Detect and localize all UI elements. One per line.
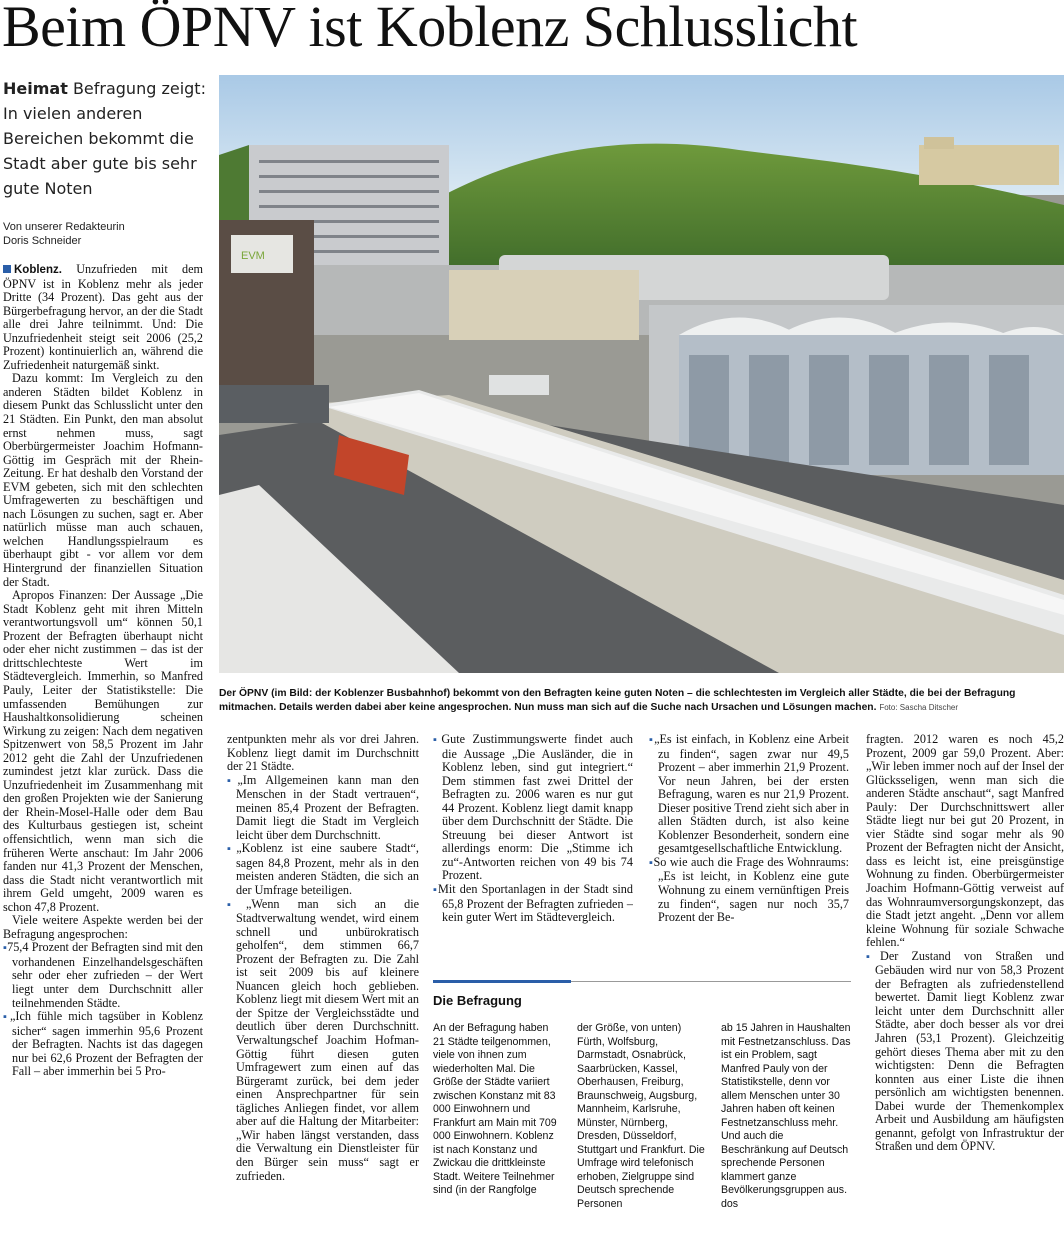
article-column-5 <box>866 733 1064 1239</box>
kicker <box>3 76 215 201</box>
bus-station-image <box>219 75 1064 673</box>
kicker-label: Heimat <box>3 79 68 98</box>
infobox-rule <box>571 981 851 982</box>
byline <box>3 220 215 248</box>
article-column-1 <box>3 263 203 1239</box>
photo-caption <box>219 687 1064 715</box>
infobox-text: ab 15 Jahren in Haushalten mit Festnetzanschluss. Das ist ein Problem, sagt Manfred Pauly von der Statistikstelle, denn vor allem Menschen unter 30 Jahren haben oft keinen Festnetzanschluss mehr. Und auch die Beschränkung auf Deutsch sprechende Personen klammert ganze Bevölkerungsgruppen aus. dos <box>721 1022 851 1210</box>
paragraph: Apropos Finanzen: Der Aussage „Die Stadt Koblenz geht mit ihren Mitteln verantwortungsvoll um“ können 50,1 Prozent der Befragten überhaupt nicht oder eher nicht zustimmen – das ist der drittschlechteste Wert im Städtevergleich. Immerhin, so Manfred Pauly, Leiter der Statistikstelle: Die umfassenden Bemühungen zur Haushaltkonsolidierung scheinen Wirkung zu zeigen: Nach dem negativen Spitzenwert von 58,5 Prozent im Jahr 2012 geht die Zahl der Unzufriedenen zumindest jetzt klar zurück. Dass die Unzufriedenheit im Zusammenhang mit den großen Projekten wie der Sanierung der Rhein-Mosel-Halle oder dem Bau des Kulturbaus gestiegen ist, scheint offensichtlich, wenn man sich die früheren Werte anschaut: Im Jahr 2006 fanden nur 41,3 Prozent der Menschen, dass die Stadt nicht verantwortlich mit ihrem Geld umgeht, 2009 waren es schon 47,8 Prozent. <box>3 588 203 914</box>
article-column-4 <box>649 733 849 973</box>
bullet-item: ▪ 75,4 Prozent der Befragten sind mit den vorhandenen Einzelhandelsgeschäften sehr oder eher zufrieden – der Wert liegt unter dem Durchschnitt aller teilnehmenden Städte. <box>3 941 203 1010</box>
dateline: Koblenz. <box>14 264 62 276</box>
paragraph <box>3 263 203 372</box>
bullet-item: ▪ „Ich fühle mich tagsüber in Koblenz sicher“ sagen immerhin 95,6 Prozent der Befragten. Nachts ist das dagegen nur bei 62,6 Prozent der Befragten der Fall – aber immerhin bei 5 Pro- <box>3 1010 203 1079</box>
sign-text: EVM <box>241 250 265 262</box>
paragraph: fragten. 2012 waren es noch 45,2 Prozent, 2009 gar 59,0 Prozent. Aber: „Wir leben immer noch auf der Insel der Glücksseligen, wenn man sich die anderen Städte anschaut“, sagt Manfred Pauly: Der Durchschnittswert aller Städte liegt nur bei gut 20 Prozent, in vier Städte sind sogar mehr als 90 Prozent der Befragten nicht der Ansicht, dass es leicht ist, eine preisgünstige Wohnung zu finden. Oberbürgermeister Joachim Hofmann-Göttig verweist auf das Wohnraumversorgungskonzept, das die Stadt jetzt angeht. „Denn vor allem kleine Wohnung für soziale Schwache fehlen.“ <box>866 733 1064 950</box>
bullet-item: ▪ „Wenn man sich an die Stadtverwaltung wendet, wird einem schnell und unbürokratisch geholfen“, dem stimmen 66,7 Prozent der Befragten zu. Die Zahl ist seit 2009 bis auf kleinere Nuancen gleich hoch geblieben. Koblenz liegt mit diesem Wert mit an der Spitze der Vergleichsstädte und deutlich über deren Durchschnitt. Verwaltungschef Joachim Hofman-Göttig führt diesen guten Umfragewert zum einen auf das Bürgeramt zurück, bei dem jeder einen Ansprechpartner für sein tägliches Anliegen findet, vor allem aber auf die Haltung der Mitarbeiter: „Wir haben längst verstanden, dass die Verwaltung ein Dienstleister für den Bürger sein muss“ sagt er zufrieden. <box>227 898 419 1183</box>
paragraph-text: Unzufrieden mit dem ÖPNV ist in Koblenz mehr als jeder Dritte (34 Prozent). Das geht aus der Bürgerbefragung hervor, an der die Stadt alle drei Jahre teilnimmt. Und: Die Unzufriedenheit steigt seit 2006 (25,2 Prozent) kontinuierlich an, während die Zufriedenheit naturgemäß sinkt. <box>3 263 203 372</box>
bus-station-photo <box>219 75 1064 673</box>
paragraph: zentpunkten mehr als vor drei Jahren. Koblenz liegt damit im Durchschnitt der 21 Städte. <box>227 733 419 774</box>
byline-role: Von unserer Redakteurin <box>3 221 125 233</box>
headline: Beim ÖPNV ist Koblenz Schlusslicht <box>2 0 858 59</box>
bullet-item: ▪ „Es ist einfach, in Koblenz eine Arbeit zu finden“, sagen zwar nur 49,5 Prozent – aber immerhin 21,9 Prozent. Vor neun Jahren, bei der ersten Befragung, waren es nur 21,9 Prozent. Dieser positive Trend zieht sich aber in allen Städten durch, ist also keine Koblenzer Besonderheit, sondern eine gesamtgesellschaftliche Entwicklung. <box>649 733 849 856</box>
bullet-item: ▪ „Im Allgemeinen kann man den Menschen in der Stadt vertrauen“, meinen 85,4 Prozent der Befragten. Damit liegt die Stadt im Vergleich leicht über dem Durchschnitt. <box>227 774 419 843</box>
caption-text: Der ÖPNV (im Bild: der Koblenzer Busbahnhof) bekommt von den Befragten keine guten Noten – die schlechtesten im Vergleich aller Städte, die bei der Befragung mitmachen. Details werden dabei aber keine angesprochen. Nun muss man sich auf die Suche nach Ursachen und Lösungen machen. <box>219 688 1016 713</box>
paragraph: Dazu kommt: Im Vergleich zu den anderen Städten bildet Koblenz in diesem Punkt das Schlusslicht unter den 21 Städten. Ein Punkt, den man absolut ernst nehmen muss, sagt Oberbürgermeister Joachim Hofmann-Göttig im Gespräch mit der Rhein-Zeitung. Er hat deshalb den Vorstand der EVM gebeten, sich mit den schlechten Umfragewerten zu beschäftigen und nach Lösungen zu suchen, sagt er. Aber natürlich müsse man auch schauen, welchen Handlungsspielraum es überhaupt gibt - vor allem vor dem Hintergrund der finanziellen Situation der Stadt. <box>3 371 203 589</box>
bullet-square-icon <box>3 265 11 273</box>
kicker-text: Befragung zeigt: In vielen anderen Bereichen bekommt die Stadt aber gute bis sehr gute Noten <box>3 79 206 198</box>
paragraph: Viele weitere Aspekte werden bei der Befragung angesprochen: <box>3 913 203 941</box>
bullet-item: ▪ Gute Zustimmungswerte findet auch die Aussage „Die Ausländer, die in Koblenz leben, sind gut integriert.“ Dem stimmen fast zwei Drittel der Befragten zu. 2006 waren es nur gut 44 Prozent. Koblenz liegt damit knapp über dem Durchschnitt der Städte. Die Streuung bei dieser Antwort ist allerdings enorm: Die „Stimme ich zu“-Antworten reichen von 49 bis 74 Prozent. <box>433 733 633 883</box>
infobox-title: Die Befragung <box>433 993 522 1008</box>
infobox-text: An der Befragung haben 21 Städte teilgenommen, viele von ihnen zum wiederholten Mal. Die Größe der Städte variiert zwischen Konstanz mit 83 000 Einwohnern und Frankfurt am Main mit 709 000 Einwohnern. Koblenz ist nach Konstanz und Zwickau die drittkleinste Stadt. Weitere Teilnehmer sind (in der Rangfolge <box>433 1022 557 1196</box>
infobox-column-3 <box>721 1022 851 1239</box>
bullet-item: ▪ Mit den Sportanlagen in der Stadt sind 65,8 Prozent der Befragten zufrieden – kein guter Wert im Städtevergleich. <box>433 883 633 925</box>
article-column-3 <box>433 733 633 973</box>
bullet-item: ▪ „Koblenz ist eine saubere Stadt“, sagen 84,8 Prozent, mehr als in den meisten anderen Städten, die sich an der Umfrage beteiligen. <box>227 842 419 897</box>
infobox-accent-rule <box>433 980 571 983</box>
infobox-column-1 <box>433 1022 563 1239</box>
photo-credit: Foto: Sascha Ditscher <box>879 703 959 712</box>
infobox-text: der Größe, von unten) Fürth, Wolfsburg, Darmstadt, Osnabrück, Saarbrücken, Kassel, Oberhausen, Freiburg, Braunschweig, Augsburg, Mannheim, Karlsruhe, Münster, Nürnberg, Dresden, Düsseldorf, Stuttgart und Frankfurt. Die Umfrage wird telefonisch erhoben, Zielgruppe sind Deutsch sprechende Personen <box>577 1022 705 1210</box>
article-column-2 <box>227 733 419 1239</box>
bullet-item: ▪ So wie auch die Frage des Wohnraums: „Es ist leicht, in Koblenz eine gute Wohnung zu einem vernünftigen Preis zu finden“, sagen nur noch 35,7 Prozent der Be- <box>649 856 849 925</box>
infobox-column-2 <box>577 1022 707 1239</box>
bullet-item: ▪ Der Zustand von Straßen und Gebäuden wird nur von 58,3 Prozent der Befragten als zufriedenstellend bewertet. Damit liegt Koblenz zwar leicht unter dem Durchschnitt aller Städte, aber doch besser als vor drei Jahren (53,1 Prozent). Gleichzeitig gehört dieses Thema aber mit zu den wichtigsten: Denn die Befragten konnten aus einer Liste die ihnen persönlich am wichtigsten benennen. Dabei wurde der Themenkomplex Arbeit und Ausbildung am häufigsten genannt, gefolgt von Infrastruktur der Straßen und dem ÖPNV. <box>866 950 1064 1154</box>
byline-author: Doris Schneider <box>3 235 82 247</box>
